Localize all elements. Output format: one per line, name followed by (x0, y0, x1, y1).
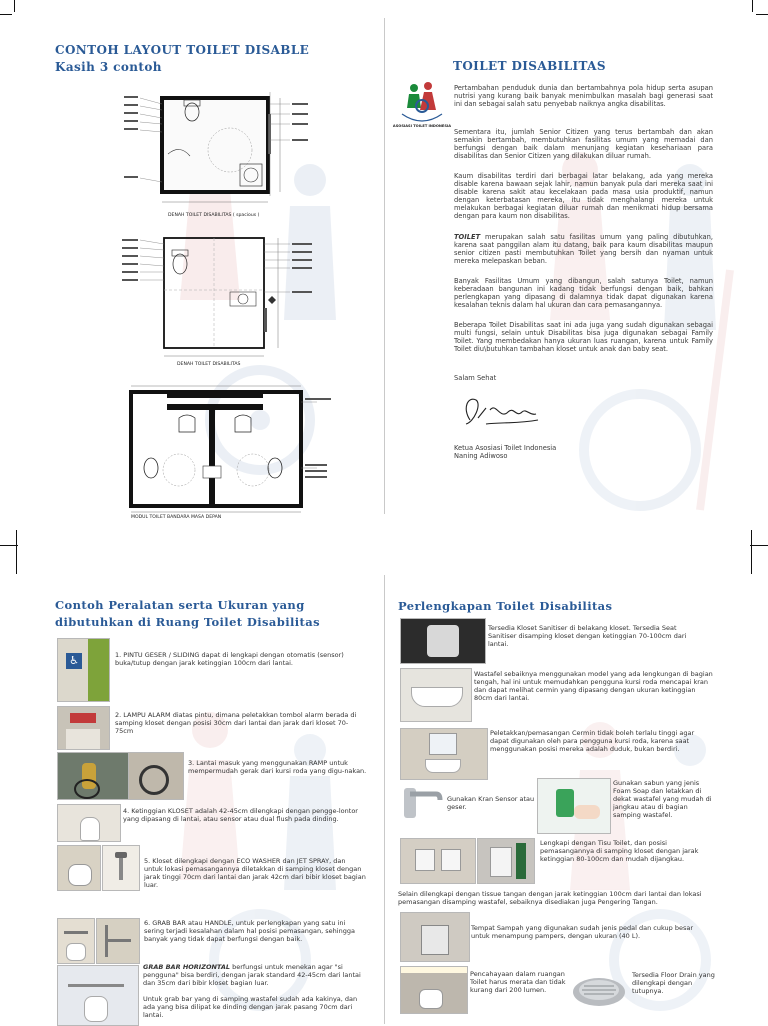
intro-paragraph-1: Pertambahan penduduk dunia dan bertambahnya pola hidup serta asupan nutrisi yang kurang baik banyak menimbulkan masalah bagi generasi saat ini dan sebagai salah satu penyebab naiknya angka disabilitas. (454, 84, 713, 109)
intro-paragraph-3: Kaum disabilitas terdiri dari berbagai latar belakang, ada yang mereka disable karena bawaan sejak lahir, namun banyak pula dari mereka saat ini disable karena sakit atau kecelakaan pada masa usia produktif, namun dengan keterbatasan mereka, itu tidak menghalangi mereka untuk melakukan berbagai kegiatan diluar rumah dan menikmati hidup bersama dengan para kaum non disabilitas. (454, 172, 713, 221)
tissue-photo-2 (477, 838, 535, 884)
equipment-item-2: 2. LAMPU ALARM diatas pintu, dimana peletakkan tombol alarm berada di samping kloset dengan posisi 30cm dari lantai dan jarak dari kloset 70-75cm (115, 711, 357, 735)
jet-spray-photo (102, 845, 140, 891)
floor-plan-standard (118, 230, 318, 370)
fixture-item-floor-drain: Tersedia Floor Drain yang dilengkapi dengan tutupnya. (632, 971, 715, 995)
washbasin-photo (400, 668, 472, 722)
wheelchair-icon: ♿ (66, 653, 82, 669)
sliding-door-photo (57, 638, 110, 702)
fold-line-bottom (384, 575, 385, 1024)
floor-drain-photo (570, 970, 628, 1010)
fixture-item-foam-soap: Gunakan sabun yang jenis Foam Soap dan letakkan di dekat wastafel yang mudah di jangkau atau di bagian samping wastafel. (613, 779, 712, 819)
grab-bar-horizontal-body: berfungsi untuk menekan agar "si pengguna" bisa berdiri, dengan jarak standard 42-45cm dari lantai dan 35cm dari bibir kloset bagian luar. (143, 963, 361, 987)
fixture-item-mirror: Peletakkan/pemasangan Cermin tidak boleh terlalu tinggi agar dapat digunakan oleh para pengguna kursi roda, karena saat menggunakan posisi mereka adalah duduk, bukan berdiri. (490, 729, 695, 753)
signer-name: Naning Adiwoso (454, 452, 508, 460)
intro-paragraph-2: Sementara itu, jumlah Senior Citizen yang terus bertambah dan akan semakin bertambah, membutuhkan fasilitas umum yang memadai dan berfungsi dengan baik dalam menunjang kegiatan kesehariaan para disabilitas dan Senior Citizen yang dilakukan diluar rumah. (454, 128, 713, 161)
alarm-lamp-photo (57, 706, 110, 750)
tissue-photo-1 (400, 838, 476, 884)
sensor-tap-photo (400, 784, 444, 824)
fold-line-top (384, 18, 385, 514)
page2-title: TOILET DISABILITAS (453, 59, 606, 73)
floor-plan-standard-caption: DENAH TOILET DISABILITAS (177, 362, 241, 367)
equipment-item-4: 4. Ketinggian KLOSET adalah 42-45cm dilengkapi dengan pengge-lontor yang dipasang di lantai, atau sensor atau dual flush pada dinding. (123, 807, 358, 823)
mirror-photo (400, 728, 488, 780)
sanitiser-photo (400, 618, 486, 664)
ramp-photo-1 (57, 752, 129, 800)
fixture-item-hand-dryer: Selain dilengkapi dengan tissue tangan dengan jarak ketinggian 100cm dari lantai dan lokasi pemasangan disamping wastafel, sebaiknya disediakan juga Pengering Tangan. (398, 890, 702, 906)
signer-title: Ketua Asosiasi Toilet Indonesia (454, 444, 557, 452)
intro-paragraph-4 (454, 233, 713, 265)
trash-bin-photo (400, 912, 470, 962)
floor-plan-spacious-caption: DENAH TOILET DISABILITAS ( spacious ) (168, 213, 260, 218)
page1-title: CONTOH LAYOUT TOILET DISABLE (55, 43, 310, 57)
fixture-item-sanitiser: Tersedia Kloset Sanitiser di belakang kloset. Tersedia Seat Sanitiser disamping kloset dengan ketinggian 70-100cm dari lantai. (488, 624, 687, 648)
ramp-photo-2 (128, 752, 184, 800)
equipment-item-5: 5. Kloset dilengkapi dengan ECO WASHER dan JET SPRAY, dan untuk lokasi pemasangannya diletakkan di samping kloset dengan jarak tinggi 70cm dari lantai dan jarak 42cm dari bibir kloset bagian luar. (144, 857, 366, 889)
grab-bar-horizontal-photo (57, 965, 139, 1026)
signature (456, 390, 546, 434)
intro-paragraph-4-text: merupakan salah satu fasilitas umum yang paling dibutuhkan, karena saat panggilan alam itu datang, baik para kaum disabilitas maupun senior citizen pasti membutuhkan Toilet yang bersih dan nyaman untuk mereka melepaskan beban. (454, 233, 713, 266)
grab-bar-folding-text: Untuk grab bar yang di samping wastafel sudah ada kakinya, dan ada yang bisa dilipat ke dinding dengan jarak pasang 70cm dari lantai. (143, 995, 358, 1019)
floor-plan-airport-module (105, 378, 335, 516)
page4-title: Perlengkapan Toilet Disabilitas (398, 599, 613, 613)
fixture-item-toilet-tissue: Lengkapi dengan Tisu Toilet, dan posisi pemasangannya di samping kloset dengan jarak ketinggian 80-100cm dan mudah dijangkau. (540, 839, 699, 863)
equipment-item-6: 6. GRAB BAR atau HANDLE, untuk perlengkapan yang satu ini sering terjadi kesalahan dalam hal posisi pemasangan, sehingga banyak yang tidak dapat berfungsi dengan baik. (144, 919, 355, 943)
svg-text:ASOSIASI TOILET INDONESIA: ASOSIASI TOILET INDONESIA (392, 124, 452, 128)
asosiasi-toilet-indonesia-logo (392, 78, 452, 130)
fixture-item-sensor-tap: Gunakan Kran Sensor atau geser. (447, 795, 535, 811)
toilet-height-photo (57, 804, 121, 842)
fixture-item-lighting: Pencahayaan dalam ruangan Toilet harus merata dan tidak kurang dari 200 lumen. (470, 970, 566, 994)
eco-washer-photo (57, 845, 101, 891)
equipment-item-1: 1. PINTU GESER / SLIDING dapat di lengkapi dengan otomatis (sensor) buka/tutup dengan jarak ketinggian 100cm dari lantai. (115, 651, 344, 667)
floor-plan-airport-caption: MODUL TOILET BANDARA MASA DEPAN (131, 515, 222, 520)
toilet-lead-word: TOILET (454, 233, 481, 241)
page3-title-line2: dibutuhkan di Ruang Toilet Disabilitas (55, 615, 320, 629)
foam-soap-photo (537, 778, 611, 834)
equipment-item-3: 3. Lantai masuk yang menggunakan RAMP untuk mempermudah gerak dari kursi roda yang digu-nakan. (188, 759, 367, 775)
lighting-photo (400, 966, 468, 1014)
intro-paragraph-5: Banyak Fasilitas Umum yang dibangun, salah satunya Toilet, namun keberadaan bangunan ini kadang tidak berfungsi dengan baik, bahkan perlengkapan yang dipasang di dalamnya tidak dapat digunakan karena kesalahan teknis dalam hal ukuran dan cara pemasangannya. (454, 277, 713, 310)
page1-subtitle: Kasih 3 contoh (55, 60, 162, 74)
grab-bar-photo-2 (96, 918, 140, 964)
grab-bar-horizontal-lead: GRAB BAR HORIZONTAL (143, 963, 231, 971)
grab-bar-photo-1 (57, 918, 95, 964)
grab-bar-horizontal-text (143, 963, 368, 987)
intro-paragraph-6: Beberapa Toilet Disabilitas saat ini ada juga yang sudah digunakan sebagai multi fungsi, selain untuk Disabilitas bisa juga digunakan sebagai Family Toilet. Yang membedakan hanya ukuran luas ruangan, karena untuk Family Toilet diu\butuhkan tambahan kloset untuk anak dan baby seat. (454, 321, 713, 354)
fixture-item-trash-bin: Tempat Sampah yang digunakan sudah jenis pedal dan cukup besar untuk menampung pampers, dengan ukuran (40 L). (471, 924, 694, 940)
greeting: Salam Sehat (454, 374, 497, 382)
page3-title-line1: Contoh Peralatan serta Ukuran yang (55, 598, 305, 612)
floor-plan-spacious (120, 84, 320, 224)
fixture-item-washbasin: Wastafel sebaiknya menggunakan model yang ada lengkungan di bagian tengah, hal ini untuk memudahkan pengguna kursi roda mencapai kran dan dapat melihat cermin yang dipasang dengan ukuran ketinggian 80cm dari lantai. (474, 670, 713, 702)
